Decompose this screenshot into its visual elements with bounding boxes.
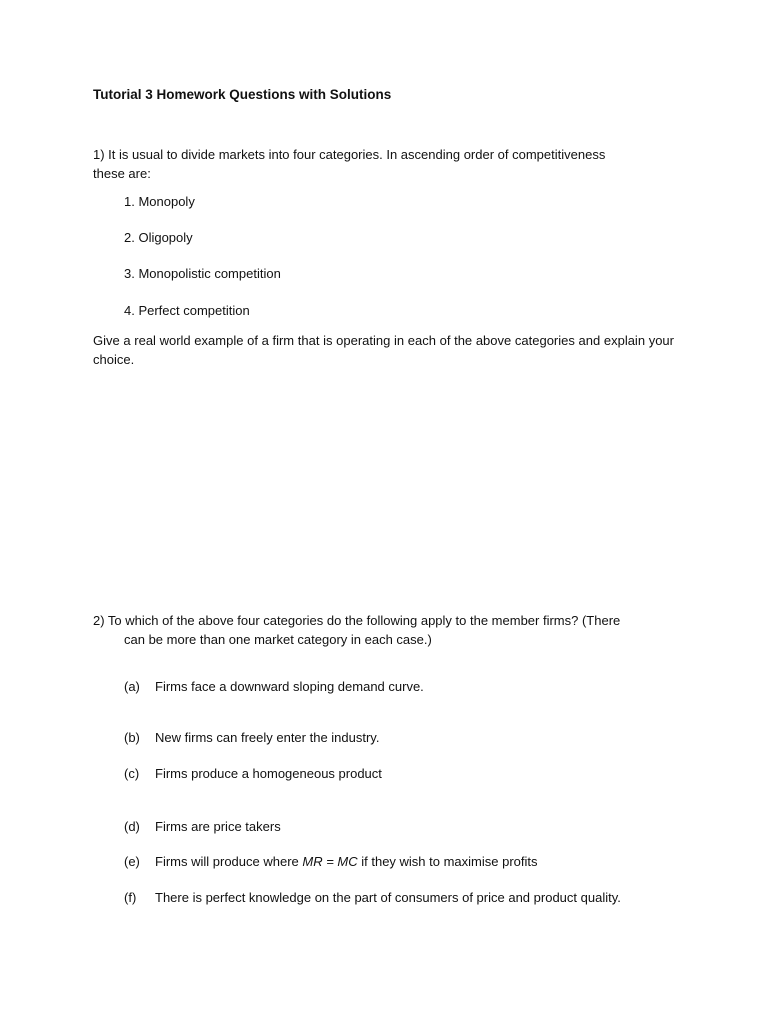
category-item-monopoly: 1. Monopoly xyxy=(124,194,195,209)
question-2-intro xyxy=(93,611,678,649)
sub-question-text-c: Firms produce a homogeneous product xyxy=(155,766,382,781)
sub-question-text-e-before: Firms will produce where xyxy=(155,854,303,869)
document-title: Tutorial 3 Homework Questions with Solutions xyxy=(93,87,392,102)
sub-question-label-a: (a) xyxy=(124,679,140,694)
question-2-intro-line-1: 2) To which of the above four categories do the following apply to the member firms? (There xyxy=(93,613,621,628)
question-1-intro-line-2: these are: xyxy=(93,166,151,181)
sub-question-label-f: (f) xyxy=(124,890,137,905)
sub-question-label-b: (b) xyxy=(124,730,140,745)
mr-equals-mc-formula: MR = MC xyxy=(302,854,358,869)
question-1-instruction: Give a real world example of a firm that is operating in each of the above categories and explain your choice. xyxy=(93,333,674,367)
question-1-intro-line-1: 1) It is usual to divide markets into four categories. In ascending order of competitiveness xyxy=(93,147,606,162)
sub-question-label-d: (d) xyxy=(124,819,140,834)
sub-question-label-e: (e) xyxy=(124,854,140,869)
sub-question-label-c: (c) xyxy=(124,766,140,781)
sub-question-text-e xyxy=(155,854,538,869)
sub-question-text-b: New firms can freely enter the industry. xyxy=(155,730,380,745)
sub-question-text-e-after: if they wish to maximise profits xyxy=(357,854,538,869)
category-item-perfect-competition: 4. Perfect competition xyxy=(124,303,250,318)
sub-question-text-a: Firms face a downward sloping demand curve. xyxy=(155,679,424,694)
sub-question-text-d: Firms are price takers xyxy=(155,819,281,834)
question-2-intro-line-2: can be more than one market category in each case.) xyxy=(124,632,432,647)
category-item-monopolistic-competition: 3. Monopolistic competition xyxy=(124,266,281,281)
sub-question-text-f: There is perfect knowledge on the part of consumers of price and product quality. xyxy=(155,890,621,905)
category-item-oligopoly: 2. Oligopoly xyxy=(124,230,193,245)
question-1-intro xyxy=(93,145,678,183)
